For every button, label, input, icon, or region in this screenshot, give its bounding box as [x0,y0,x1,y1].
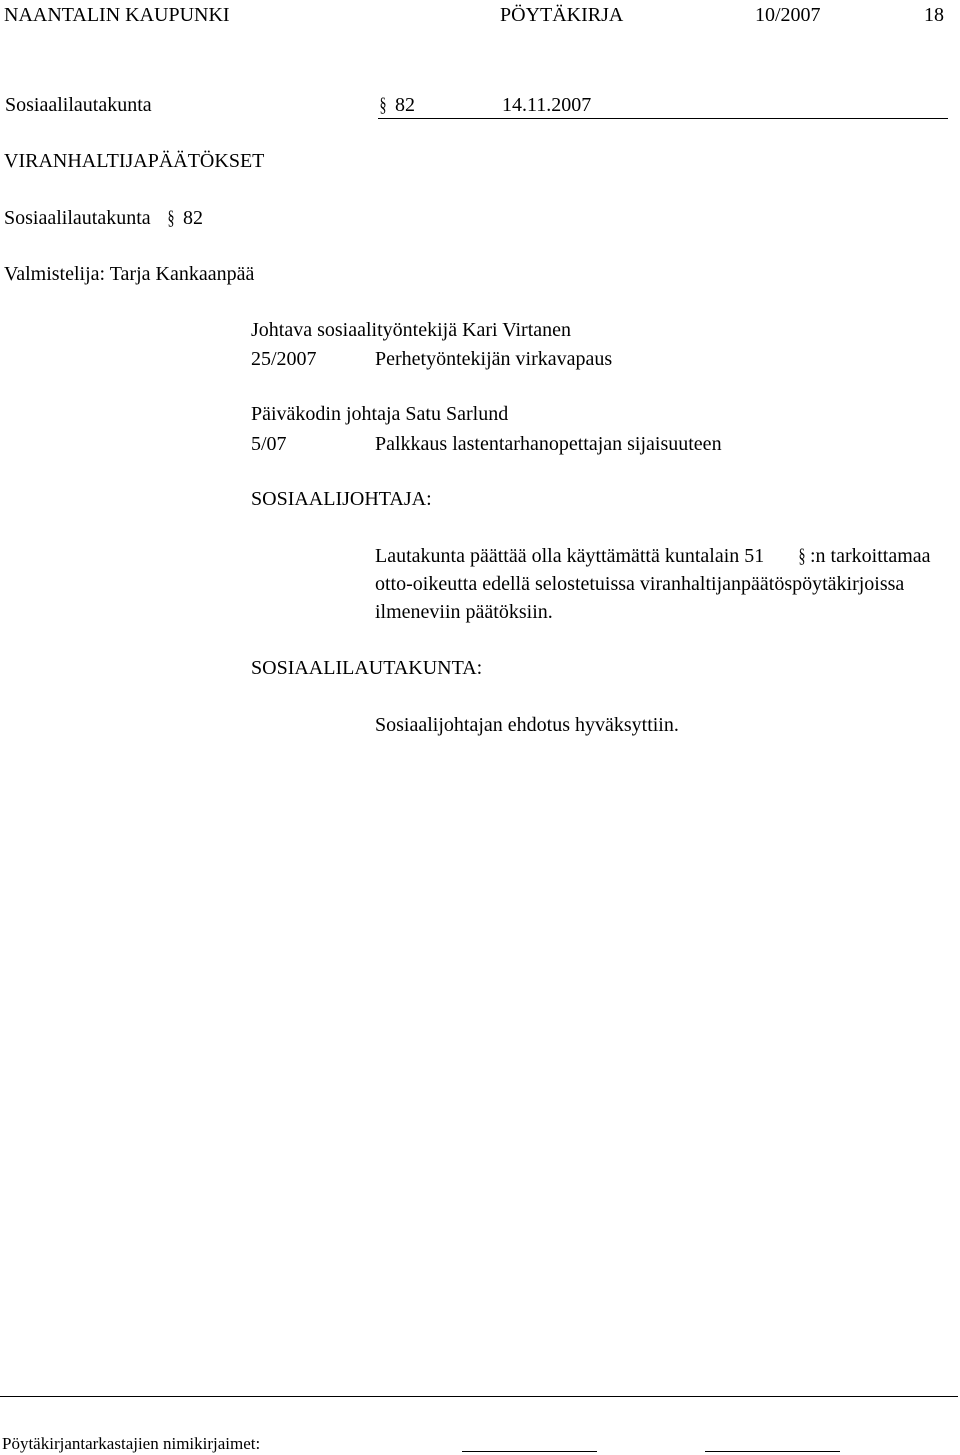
proposal-line: :n tarkoittamaa [810,545,931,567]
board-label: SOSIAALILAUTAKUNTA: [251,657,483,679]
director-label: SOSIAALIJOHTAJA: [251,488,432,510]
decision-subject: Palkkaus lastentarhanopettajan sijaisuuteen [375,433,722,455]
committee-reference: Sosiaalilautakunta [4,207,151,229]
header-section-sign: § [379,94,387,116]
header-rule [378,118,948,119]
meeting-date: 14.11.2007 [502,94,592,116]
proposal-line: ilmeneviin päätöksiin. [375,601,553,623]
decision-official: Johtava sosiaalityöntekijä Kari Virtanen [251,319,572,341]
resolution: Sosiaalijohtajan ehdotus hyväksyttiin. [375,714,679,736]
header-committee: Sosiaalilautakunta [5,94,152,116]
section-sign: § [167,207,175,229]
header-section-number: 82 [395,94,415,116]
decision-number: 5/07 [251,433,287,455]
section-number: 82 [183,207,203,229]
proposal-line: Lautakunta päättää olla käyttämättä kuntalain 51 [375,545,765,567]
signature-line [462,1451,597,1452]
proposal-section-sign: § [798,545,806,567]
signature-label: Pöytäkirjantarkastajien nimikirjaimet: [2,1434,261,1453]
document-type: PÖYTÄKIRJA [500,4,624,26]
footer-rule [0,1396,958,1397]
preparer: Valmistelija: Tarja Kankaanpää [4,263,255,285]
signature-line [705,1451,840,1452]
decision-number: 25/2007 [251,348,317,370]
proposal-line: otto-oikeutta edellä selostetuissa viranhaltijanpäätöspöytäkirjoissa [375,573,905,595]
document-number: 10/2007 [755,4,821,26]
page-title: VIRANHALTIJAPÄÄTÖKSET [4,150,265,172]
page-number: 18 [924,4,944,26]
organization-name: NAANTALIN KAUPUNKI [4,4,230,26]
decision-subject: Perhetyöntekijän virkavapaus [375,348,613,370]
decision-official: Päiväkodin johtaja Satu Sarlund [251,403,509,425]
